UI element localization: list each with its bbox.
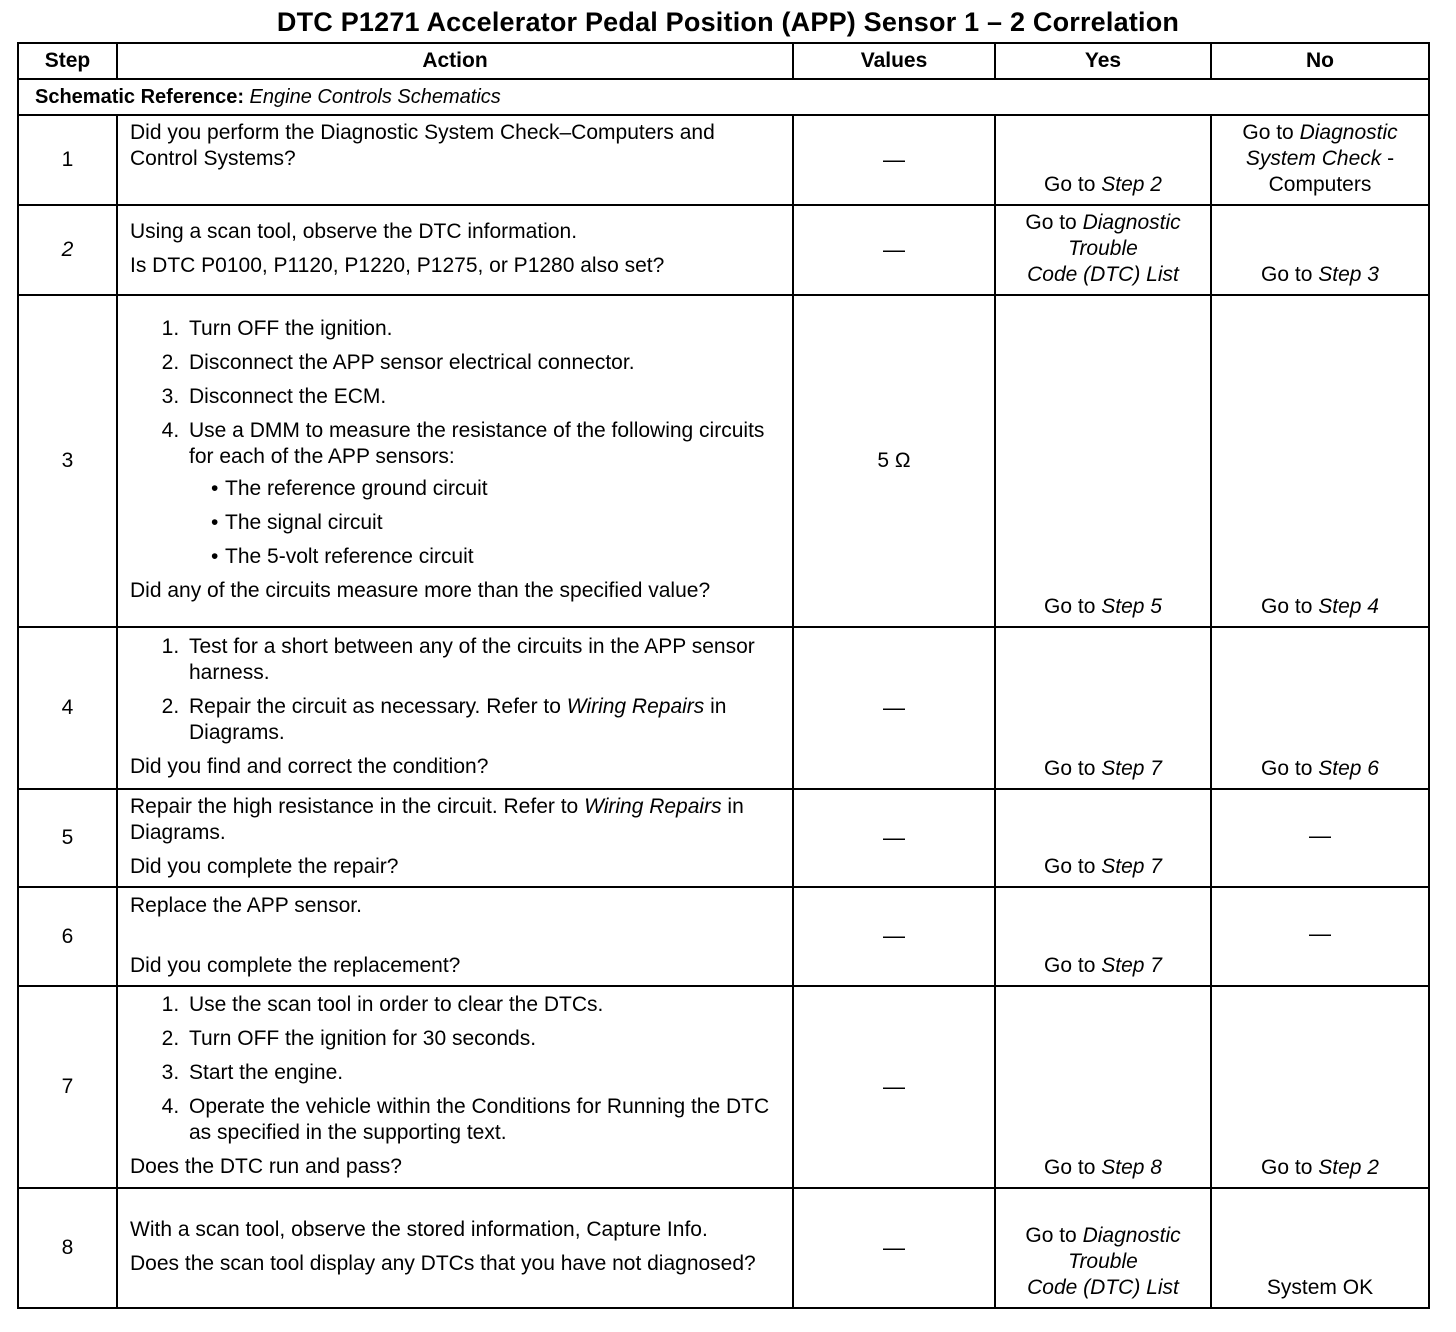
no-link[interactable]: Step 2 xyxy=(1318,1156,1379,1179)
step-number: 5 xyxy=(18,789,117,887)
yes-link[interactable]: Diagnostic Trouble xyxy=(1068,1224,1181,1273)
step-number: 6 xyxy=(18,887,117,986)
bullet-item: • The 5-volt reference circuit xyxy=(211,544,784,570)
value-cell: — xyxy=(793,205,995,295)
no-cell: — xyxy=(1211,887,1429,986)
action-cell xyxy=(117,205,793,295)
list-item: 2. Disconnect the APP sensor electrical connector. xyxy=(185,350,784,376)
header-values: Values xyxy=(793,43,995,79)
bullet-list xyxy=(189,476,784,570)
action-question: Does the scan tool display any DTCs that you have not diagnosed? xyxy=(130,1252,756,1275)
yes-cell: Go to Step 7 xyxy=(995,627,1211,789)
value-cell: — xyxy=(793,627,995,789)
table-row xyxy=(18,295,1429,627)
yes-cell: Go to Diagnostic Trouble Code (DTC) List xyxy=(995,205,1211,295)
action-cell xyxy=(117,627,793,789)
no-cell: Go to Step 2 xyxy=(1211,986,1429,1188)
no-cell: Go to Step 4 xyxy=(1211,295,1429,627)
schematic-reference xyxy=(18,79,1429,115)
step-number: 8 xyxy=(18,1188,117,1308)
value-cell: — xyxy=(793,986,995,1188)
no-cell: Go to Diagnostic System Check - Computers xyxy=(1211,115,1429,205)
value-cell: — xyxy=(793,789,995,887)
action-question: Did you complete the repair? xyxy=(130,855,399,878)
header-step: Step xyxy=(18,43,117,79)
schematic-label: Schematic Reference: xyxy=(35,86,244,108)
action-text: Did you perform the Diagnostic System Check–Computers and Control Systems? xyxy=(130,121,715,170)
wiring-repairs-link[interactable]: Wiring Repairs xyxy=(584,795,722,818)
action-list xyxy=(130,634,784,746)
table-row xyxy=(18,1188,1429,1308)
list-item: 1. Use the scan tool in order to clear the DTCs. xyxy=(185,992,784,1018)
step-number: 7 xyxy=(18,986,117,1188)
yes-link[interactable]: Diagnostic Trouble xyxy=(1068,211,1181,260)
action-cell xyxy=(117,1188,793,1308)
diagnostic-table xyxy=(17,42,1430,1309)
yes-link[interactable]: Step 7 xyxy=(1101,757,1162,780)
value-cell: 5 Ω xyxy=(793,295,995,627)
action-question: Is DTC P0100, P1120, P1220, P1275, or P1280 also set? xyxy=(130,254,665,277)
yes-link[interactable]: Step 2 xyxy=(1101,173,1162,196)
list-item: 2. Turn OFF the ignition for 30 seconds. xyxy=(185,1026,784,1052)
step-number: 1 xyxy=(18,115,117,205)
list-item: 3. Disconnect the ECM. xyxy=(185,384,784,410)
table-row xyxy=(18,789,1429,887)
yes-cell: Go to Step 7 xyxy=(995,887,1211,986)
no-cell: — xyxy=(1211,789,1429,887)
no-cell: System OK xyxy=(1211,1188,1429,1308)
header-row xyxy=(18,43,1429,79)
action-question: Did any of the circuits measure more than the specified value? xyxy=(130,579,711,602)
action-cell xyxy=(117,789,793,887)
value-cell: — xyxy=(793,1188,995,1308)
table-row xyxy=(18,627,1429,789)
wiring-repairs-link[interactable]: Wiring Repairs xyxy=(566,695,705,718)
no-link[interactable]: Step 6 xyxy=(1318,757,1379,780)
list-item: 1. Turn OFF the ignition. xyxy=(185,316,784,342)
action-cell xyxy=(117,986,793,1188)
action-cell xyxy=(117,295,793,627)
value-cell: — xyxy=(793,115,995,205)
yes-link[interactable]: Step 5 xyxy=(1101,595,1162,618)
value-cell: — xyxy=(793,887,995,986)
step-number: 2 xyxy=(18,205,117,295)
action-question: Did you complete the replacement? xyxy=(130,953,461,977)
no-link[interactable]: Diagnostic System Check xyxy=(1245,121,1398,170)
bullet-item: • The signal circuit xyxy=(211,510,784,536)
table-row xyxy=(18,115,1429,205)
yes-cell: Go to Step 5 xyxy=(995,295,1211,627)
no-link[interactable]: Step 3 xyxy=(1318,263,1379,286)
action-cell xyxy=(117,887,793,986)
schematic-link[interactable]: Engine Controls Schematics xyxy=(249,86,501,108)
yes-link[interactable]: Step 7 xyxy=(1101,855,1162,878)
table-row xyxy=(18,986,1429,1188)
action-cell xyxy=(117,115,793,205)
page-title: DTC P1271 Accelerator Pedal Position (APP) Sensor 1 – 2 Correlation xyxy=(276,7,1180,37)
bullet-item: • The reference ground circuit xyxy=(211,476,784,502)
table-row xyxy=(18,887,1429,986)
action-question: Does the DTC run and pass? xyxy=(130,1155,402,1178)
yes-cell: Go to Step 8 xyxy=(995,986,1211,1188)
header-no: No xyxy=(1211,43,1429,79)
no-cell: Go to Step 6 xyxy=(1211,627,1429,789)
action-question: Did you find and correct the condition? xyxy=(130,755,489,778)
yes-cell: Go to Step 2 xyxy=(995,115,1211,205)
step-number: 3 xyxy=(18,295,117,627)
action-text: Repair the high resistance in the circuit. Refer to Wiring Repairs in Diagrams. xyxy=(130,795,744,844)
yes-link[interactable]: Step 8 xyxy=(1101,1156,1162,1179)
action-list xyxy=(130,992,784,1146)
action-text: Using a scan tool, observe the DTC information. xyxy=(130,220,578,243)
no-cell: Go to Step 3 xyxy=(1211,205,1429,295)
table-row xyxy=(18,205,1429,295)
step-number: 4 xyxy=(18,627,117,789)
yes-cell: Go to Step 7 xyxy=(995,789,1211,887)
action-list xyxy=(130,316,784,570)
header-yes: Yes xyxy=(995,43,1211,79)
list-item: 2. Repair the circuit as necessary. Refer to Wiring Repairs in Diagrams. xyxy=(185,694,784,746)
action-text: With a scan tool, observe the stored information, Capture Info. xyxy=(130,1218,708,1241)
list-item: 4. Operate the vehicle within the Conditions for Running the DTC as specified in the supporting text. xyxy=(185,1094,784,1146)
list-item: 1. Test for a short between any of the circuits in the APP sensor harness. xyxy=(185,634,784,686)
schematic-row xyxy=(18,79,1429,115)
no-link[interactable]: Step 4 xyxy=(1318,595,1379,618)
header-action: Action xyxy=(117,43,793,79)
list-item: 3. Start the engine. xyxy=(185,1060,784,1086)
action-text: Replace the APP sensor. xyxy=(130,893,362,917)
list-item: 4. Use a DMM to measure the resistance of the following circuits for each of the APP sensors: • The reference ground circuit • The signal circuit • The 5-volt reference circuit xyxy=(185,418,784,570)
yes-cell: Go to Diagnostic Trouble Code (DTC) List xyxy=(995,1188,1211,1308)
yes-link[interactable]: Step 7 xyxy=(1101,954,1162,977)
